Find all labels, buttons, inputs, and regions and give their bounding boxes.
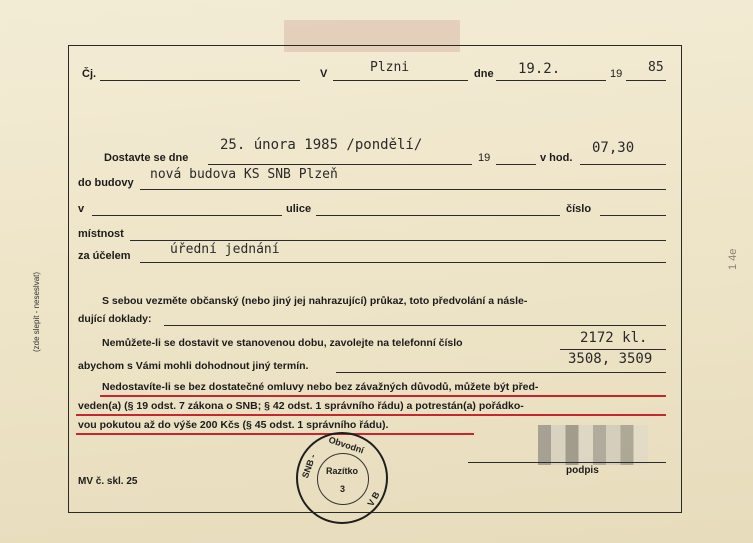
form-code: MV č. skl. 25 <box>78 476 138 487</box>
place-line <box>333 80 468 81</box>
nemuzete-line2: abychom s Vámi mohli dohodnout jiný termín. <box>78 360 309 372</box>
cj-line <box>100 80 300 81</box>
appointment-date: 25. února 1985 /pondělí/ <box>220 137 423 153</box>
ucel-line <box>140 262 666 263</box>
underline-red3 <box>76 433 474 435</box>
v-label: V <box>320 68 328 80</box>
ucel-value: úřední jednání <box>170 242 280 257</box>
side-note: (zde slepit - neseslvat) <box>32 271 41 352</box>
appointment-year-line <box>496 164 536 165</box>
dne-label: dne <box>474 68 494 80</box>
ulice-line <box>316 215 560 216</box>
edge-mark: 1 4e <box>727 248 739 270</box>
appointment-time: 07,30 <box>592 140 635 156</box>
warning-line3: vou pokutou až do výše 200 Kčs (§ 45 odst. 1 správního řádu). <box>78 419 389 431</box>
hod-label: v hod. <box>540 152 573 164</box>
budova-value: nová budova KS SNB Plzeň <box>150 167 338 182</box>
stamp-text-left: SNB - <box>300 452 318 480</box>
nemuzete-line1: Nemůžete-li se dostavit ve stanovenou dobu, zavolejte na telefonní číslo <box>102 337 463 349</box>
stamp-number: 3 <box>340 484 346 494</box>
phone-line1 <box>560 349 666 350</box>
hod-line <box>580 164 666 165</box>
place-value: Plzni <box>370 60 410 75</box>
year-value: 85 <box>648 60 664 75</box>
budova-line <box>140 189 666 190</box>
stamp-text-top: Obvodní <box>327 434 366 456</box>
stamp-inner-ring <box>317 453 369 505</box>
appointment-year-prefix: 19 <box>478 152 491 164</box>
phone-line2 <box>336 372 666 373</box>
doklady-line <box>164 325 666 326</box>
budova-label: do budovy <box>78 177 134 189</box>
podpis-label: podpis <box>566 465 599 476</box>
v2-label: v <box>78 203 85 215</box>
year-line <box>626 80 666 81</box>
body-line1: S sebou vezměte občanský (nebo jiný jej nahrazující) průkaz, toto předvolání a násle- <box>102 295 528 307</box>
cislo-line <box>600 215 666 216</box>
warning-line2: veden(a) (§ 19 odst. 7 zákona o SNB; § 42 odst. 1 správního řádu) a potrestán(a) pořádko- <box>78 400 524 412</box>
cj-label: Čj. <box>82 68 97 80</box>
year-prefix: 19 <box>610 68 623 80</box>
stamp-text-center: Razítko <box>326 466 359 476</box>
ucel-label: za účelem <box>78 250 131 262</box>
stamp-text-bottom: V B <box>365 489 382 509</box>
ulice-label: ulice <box>286 203 312 215</box>
dostavte-label: Dostavte se dne <box>104 152 189 164</box>
date-value: 19.2. <box>518 61 561 77</box>
mistnost-label: místnost <box>78 228 124 240</box>
v2-line <box>92 215 282 216</box>
underline-red2 <box>76 414 666 416</box>
warning-line1: Nedostavíte-li se bez dostatečné omluvy nebo bez závažných důvodů, můžete být před- <box>102 381 539 393</box>
mistnost-line <box>130 240 666 241</box>
phone-value2: 3508, 3509 <box>568 351 653 367</box>
body-line2: dující doklady: <box>78 313 152 325</box>
date-line <box>496 80 606 81</box>
dostavte-line <box>208 164 472 165</box>
phone-value1: 2172 kl. <box>580 330 648 346</box>
signature-line <box>468 462 666 463</box>
official-stamp <box>296 432 388 524</box>
underline-red1 <box>100 395 666 397</box>
cislo-label: číslo <box>566 203 592 215</box>
redacted-signature <box>538 425 648 465</box>
